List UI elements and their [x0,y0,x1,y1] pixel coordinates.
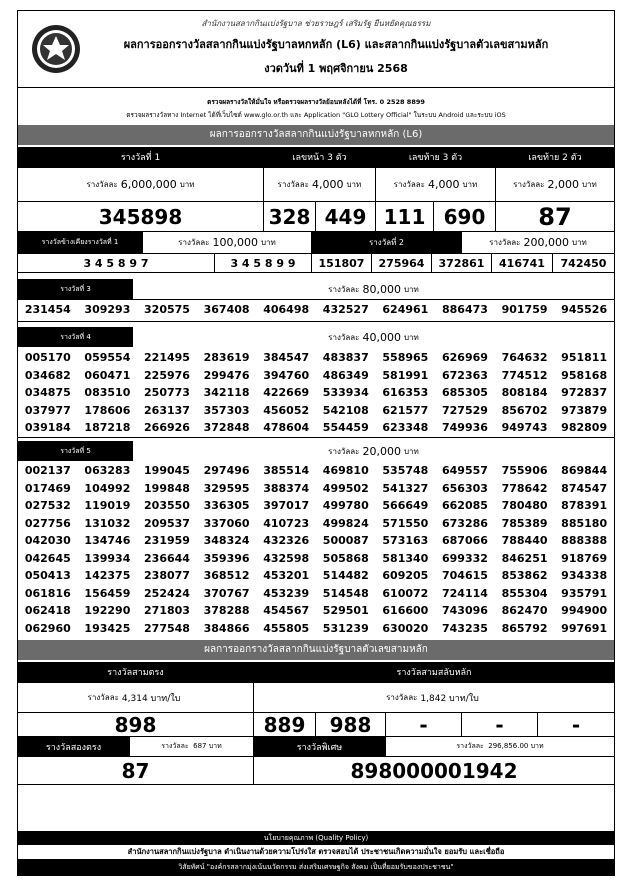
fifth-prize-amount: รางวัลละ 20,000 บาท [328,444,419,458]
swap3-number: - [538,713,614,737]
prize-number: 384866 [203,621,250,635]
prize-number: 573163 [382,534,429,547]
prize-number: 571550 [382,516,429,530]
l6-section-title: ผลการออกรางวัลสลากกินแบ่งรัฐบาลหกหลัก (L6) [18,125,614,145]
prize-number: 385514 [263,464,310,477]
prize-number: 406498 [263,303,310,316]
third-prize-label: รางวัลที่ 3 [18,279,133,299]
third-prize-amount: รางวัลละ 80,000 บาท [328,282,419,296]
prize-number: 432326 [263,534,310,547]
n3-section-title: ผลการออกรางวัลสลากกินแบ่งรัฐบาลตัวเลขสามหลัก [18,640,614,660]
straight3-number: 898 [18,713,254,737]
back3-number: 111 [376,202,434,232]
prize-number: 672363 [441,368,488,382]
prize-number: 252424 [144,586,190,600]
prize-number: 533934 [322,386,369,399]
prize-number: 017469 [24,481,71,495]
prize-number: 685305 [441,386,488,399]
prize-number: 027532 [24,499,71,512]
prize-number: 616600 [382,604,429,617]
swap3-label: รางวัลสามสลับหลัก [254,662,614,683]
prize-number: 531239 [322,621,369,635]
prize-number: 368512 [203,569,250,582]
prize-number: 499824 [322,516,369,530]
prize-number: 535748 [382,464,429,477]
prize-number: 348324 [203,534,250,547]
prize-number: 554459 [322,421,369,434]
prize-number: 271803 [144,604,190,617]
prize-number: 724114 [441,586,488,600]
prize-number: 616353 [382,386,429,399]
prize-number: 329595 [203,481,250,495]
prize-number: 034682 [24,368,71,382]
prize-number: 337060 [203,516,250,530]
prize-number: 178606 [84,403,131,417]
prize-number: 455805 [263,621,310,635]
prize-number: 131032 [84,516,131,530]
prize-number: 609205 [382,569,429,582]
prize-number: 336305 [203,499,250,512]
prize-number: 699332 [441,551,488,565]
back3-label: เลขท้าย 3 ตัว [376,147,496,168]
second-prize-number: 275964 [372,254,432,273]
number-row [18,384,614,402]
prize-number: 623348 [382,421,429,434]
prize-number: 034875 [24,386,71,399]
front3-label: เลขหน้า 3 ตัว [264,147,376,168]
prize-number: 454567 [263,604,310,617]
prize-number: 342118 [203,386,250,399]
prize-number: 982809 [561,421,608,434]
number-row [18,462,614,480]
second-prize-label: รางวัลที่ 2 [312,232,462,254]
prize-number: 277548 [144,621,190,635]
special-label: รางวัลพิเศษ [254,737,386,757]
second-prize-amount: รางวัลละ 200,000 บาท [462,232,614,254]
prize-number: 755906 [501,464,548,477]
prize-number: 855304 [501,586,548,600]
prize-number: 062418 [24,604,71,617]
fourth-prize-grid [18,349,614,437]
prize-number: 621577 [382,403,429,417]
swap3-amount: รางวัลละ 1,842 บาท/ใบ [254,683,614,713]
prize-number: 885180 [561,516,608,530]
straight2-amount: รางวัลละ 687 บาท [130,737,254,757]
prize-number: 042645 [24,551,71,565]
policy-title: นโยบายคุณภาพ (Quality Policy) [18,831,614,845]
prize-number: 309293 [84,303,131,316]
prize-number: 514548 [322,586,369,600]
near-first-number: 3 4 5 8 9 9 [215,254,312,273]
prize-number: 624961 [382,303,429,316]
number-row [18,567,614,585]
straight3-amount: รางวัลละ 4,314 บาท/ใบ [18,683,254,713]
prize-number: 297496 [203,464,250,477]
prize-number: 083510 [84,386,131,399]
back2-amount: รางวัลละ 2,000 บาท [496,168,614,202]
prize-number: 203550 [144,499,190,512]
prize-number: 673286 [441,516,488,530]
prize-number: 453239 [263,586,310,600]
back3-number: 690 [434,202,496,232]
prize-number: 918769 [561,551,608,565]
prize-number: 388374 [263,481,310,495]
info-phone: ตรวจผลรางวัลให้มั่นใจ หรือตรวจผลรางวัลย้อนหลังได้ที่ โทร. 0 2528 8899 [207,98,425,106]
swap3-number: 988 [316,713,386,737]
prize-number: 005170 [24,351,71,364]
prize-number: 788440 [501,534,548,547]
prize-number: 456052 [263,403,310,417]
prize-number: 626969 [441,351,488,364]
prize-number: 505868 [322,551,369,565]
prize-number: 266926 [144,421,190,434]
prize-number: 727529 [441,403,488,417]
prize-number: 610072 [382,586,429,600]
prize-number: 541327 [382,481,429,495]
prize-number: 250773 [144,386,190,399]
prize-number: 199045 [144,464,190,477]
prize-number: 359396 [203,551,250,565]
prize-number: 785389 [501,516,548,530]
prize-number: 372848 [203,421,250,434]
prize-number: 104992 [84,481,131,495]
special-number: 898000001942 [254,757,614,785]
prize-number: 704615 [441,569,488,582]
org-motto: สำนักงานสลากกินแบ่งรัฐบาล ช่วยราษฎร์ เสริมรัฐ ยืนหยัดคุณธรรม [201,19,431,28]
prize-number: 997691 [561,621,608,635]
front3-number: 328 [264,202,316,232]
straight3-label: รางวัลสามตรง [18,662,254,683]
prize-number: 039184 [24,421,71,434]
prize-number: 119019 [84,499,131,512]
front3-number: 449 [316,202,376,232]
number-row [18,602,614,620]
prize-number: 514482 [322,569,369,582]
prize-number: 062960 [24,621,71,635]
prize-number: 187218 [84,421,131,434]
prize-number: 367408 [203,303,250,316]
prize-number: 529501 [322,604,369,617]
prize-number: 193425 [84,621,131,635]
policy-text: สำนักงานสลากกินแบ่งรัฐบาล ดำเนินงานด้วยความโปร่งใส ตรวจสอบได้ ประชาชนเกิดความมั่นใจ ยอมรับ และเชื่อถือ [127,847,505,856]
prize-number: 649557 [441,464,488,477]
prize-number: 865792 [501,621,548,635]
vision-text: วิสัยทัศน์ "องค์กรสลากมุ่งเน้นนวัตกรรม ส่งเสริมเศรษฐกิจ สังคม เป็นที่ยอมรับของประชาชน" [18,859,614,875]
prize-number: 869844 [561,464,608,477]
prize-number: 236644 [144,551,190,565]
number-row [18,367,614,385]
straight2-label: รางวัลสองตรง [18,737,130,757]
prize-number: 743235 [441,621,488,635]
page-title: ผลการออกรางวัลสลากกินแบ่งรัฐบาลหกหลัก (L6) และสลากกินแบ่งรัฐบาลตัวเลขสามหลัก [123,38,549,51]
number-row [18,515,614,533]
back2-label: เลขท้าย 2 ตัว [496,147,614,168]
prize-number: 027756 [24,516,71,530]
first-prize-amount: รางวัลละ 6,000,000 บาท [18,168,264,202]
prize-number: 059554 [84,351,131,364]
number-row [18,419,614,437]
prize-number: 037977 [24,403,71,417]
prize-number: 581340 [382,551,429,565]
near-first-number: 3 4 5 8 9 7 [18,254,215,273]
prize-number: 199848 [144,481,190,495]
number-row [18,301,614,319]
prize-number: 949743 [501,421,548,434]
prize-number: 951811 [561,351,608,364]
back3-amount: รางวัลละ 4,000 บาท [376,168,496,202]
prize-number: 221495 [144,351,190,364]
prize-number: 687066 [441,534,488,547]
prize-number: 994900 [561,604,608,617]
prize-number: 856702 [501,403,548,417]
prize-number: 743096 [441,604,488,617]
second-prize-number: 372861 [432,254,492,273]
prize-number: 357303 [203,403,250,417]
near-first-amount: รางวัลละ 100,000 บาท [143,232,312,254]
number-row [18,550,614,568]
fifth-prize-grid [18,462,614,637]
number-row [18,402,614,420]
prize-number: 192290 [84,604,131,617]
prize-number: 320575 [144,303,190,316]
prize-number: 945526 [561,303,608,316]
number-row [18,497,614,515]
prize-number: 142375 [84,569,131,582]
prize-number: 499780 [322,499,369,512]
fourth-prize-amount: รางวัลละ 40,000 บาท [328,330,419,344]
prize-number: 370767 [203,586,250,600]
prize-number: 774512 [501,368,548,382]
prize-number: 139934 [84,551,131,565]
special-amount: รางวัลละ 296,856.00 บาท [386,737,614,757]
prize-number: 397017 [263,499,310,512]
prize-number: 973879 [561,403,608,417]
prize-number: 225976 [144,368,190,382]
prize-number: 469810 [322,464,369,477]
prize-number: 780480 [501,499,548,512]
prize-number: 656303 [441,481,488,495]
number-row [18,480,614,498]
second-prize-number: 742450 [553,254,614,273]
number-row [18,620,614,638]
prize-number: 422669 [263,386,310,399]
prize-number: 749936 [441,421,488,434]
info-web: ตรวจผลรางวัลทาง Internet ได้ที่เว็บไซต์ www.glo.or.th และ Application "GLO Lottery Official" ในระบบ Android และระบบ iOS [126,111,506,119]
third-prize-grid [18,301,614,319]
prize-number: 410723 [263,516,310,530]
fourth-prize-label: รางวัลที่ 4 [18,327,133,347]
prize-number: 901759 [501,303,548,316]
prize-number: 453201 [263,569,310,582]
prize-number: 432598 [263,551,310,565]
front3-amount: รางวัลละ 4,000 บาท [264,168,376,202]
prize-number: 886473 [441,303,488,316]
prize-number: 483837 [322,351,369,364]
prize-number: 972837 [561,386,608,399]
prize-number: 209537 [144,516,190,530]
fifth-prize-label: รางวัลที่ 5 [18,441,133,461]
prize-number: 808184 [501,386,548,399]
swap3-number: 889 [254,713,316,737]
prize-number: 935791 [561,586,608,600]
prize-number: 050413 [24,569,71,582]
prize-number: 283619 [203,351,250,364]
prize-number: 853862 [501,569,548,582]
prize-number: 934338 [561,569,608,582]
back2-number: 87 [496,202,614,232]
header [18,11,614,79]
prize-number: 500087 [322,534,369,547]
prize-number: 394760 [263,368,310,382]
prize-number: 566649 [382,499,429,512]
prize-number: 862470 [501,604,548,617]
prize-number: 238077 [144,569,190,582]
prize-number: 378288 [203,604,250,617]
first-prize-number: 345898 [18,202,264,232]
draw-date: งวดวันที่ 1 พฤศจิกายน 2568 [264,62,408,75]
prize-number: 486349 [322,368,369,382]
prize-number: 299476 [203,368,250,382]
prize-number: 874547 [561,481,608,495]
prize-number: 432527 [322,303,369,316]
number-row [18,349,614,367]
prize-number: 002137 [24,464,71,477]
prize-number: 878391 [561,499,608,512]
swap3-number: - [386,713,462,737]
prize-number: 662085 [441,499,488,512]
prize-number: 846251 [501,551,548,565]
prize-number: 764632 [501,351,548,364]
prize-number: 263137 [144,403,190,417]
prize-number: 231454 [24,303,71,316]
prize-number: 231959 [144,534,190,547]
prize-number: 888388 [561,534,608,547]
prize-number: 778642 [501,481,548,495]
second-prize-number: 416741 [492,254,553,273]
prize-number: 478604 [263,421,310,434]
prize-number: 060471 [84,368,131,382]
lottery-result-sheet [17,10,615,876]
near-first-label: รางวัลข้างเคียงรางวัลที่ 1 [18,232,143,254]
prize-number: 156459 [84,586,131,600]
straight2-number: 87 [18,757,254,785]
prize-number: 958168 [561,368,608,382]
prize-number: 384547 [263,351,310,364]
prize-number: 581991 [382,368,429,382]
number-row [18,532,614,550]
prize-number: 499502 [322,481,369,495]
prize-number: 063283 [84,464,131,477]
number-row [18,585,614,603]
prize-number: 558965 [382,351,429,364]
prize-number: 042030 [24,534,71,547]
prize-number: 542108 [322,403,369,417]
prize-number: 630020 [382,621,429,635]
prize-number: 061816 [24,586,71,600]
prize-number: 134746 [84,534,131,547]
swap3-number: - [462,713,538,737]
second-prize-number: 151807 [312,254,372,273]
first-prize-label: รางวัลที่ 1 [18,147,264,168]
